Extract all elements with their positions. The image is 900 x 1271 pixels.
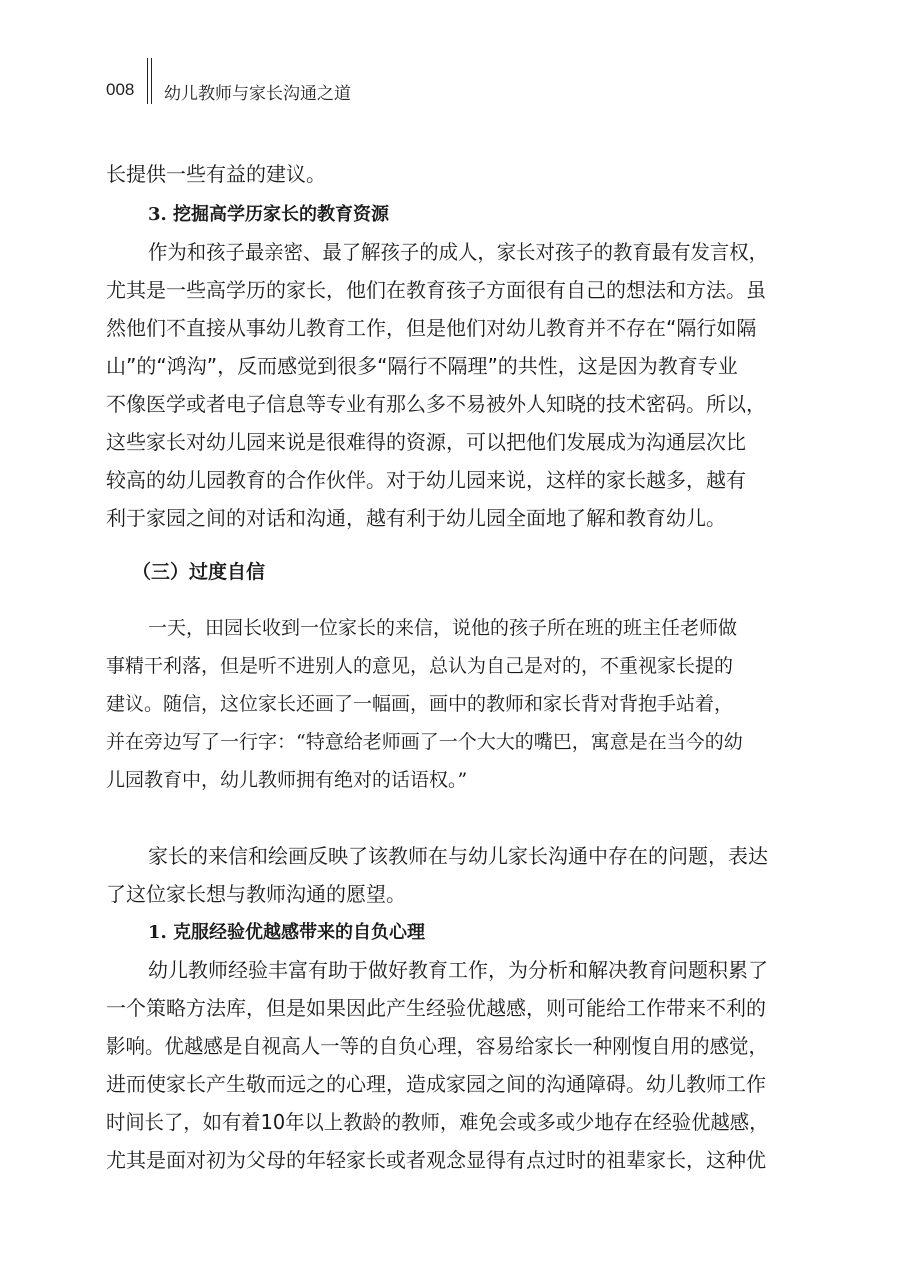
subheading: 1. 克服经验优越感带来的自负心理 <box>148 922 426 943</box>
page-number: 008 <box>106 80 135 99</box>
paragraph-line: 家长的来信和绘画反映了该教师在与幼儿家长沟通中存在的问题，表达 <box>148 844 768 868</box>
paragraph-line: 较高的幼儿园教育的合作伙伴。对于幼儿园来说，这样的家长越多，越有 <box>106 468 746 492</box>
case-quote-line: 并在旁边写了一行字：“特意给老师画了一个大大的嘴巴，寓意是在当今的幼 <box>106 731 743 753</box>
subheading: 3. 挖掘高学历家长的教育资源 <box>148 204 390 225</box>
paragraph-line: 利于家园之间的对话和沟通，越有利于幼儿园全面地了解和教育幼儿。 <box>106 506 726 530</box>
case-quote-line: 一天，田园长收到一位家长的来信，说他的孩子所在班的班主任老师做 <box>148 617 738 639</box>
paragraph-line: 一个策略方法库，但是如果因此产生经验优越感，则可能给工作带来不利的 <box>106 996 766 1020</box>
header-divider <box>147 58 148 104</box>
paragraph-line: 了这位家长想与教师沟通的愿望。 <box>106 882 406 906</box>
page-header <box>106 58 406 104</box>
paragraph-line: 影响。优越感是自视高人一等的自负心理，容易给家长一种刚愎自用的感觉， <box>106 1034 768 1058</box>
case-quote-line: 事精干利落，但是听不进别人的意见，总认为自己是对的，不重视家长提的 <box>106 655 734 677</box>
paragraph-line: 山”的“鸿沟”，反而感觉到很多“隔行不隔理”的共性，这是因为教育专业 <box>106 354 738 378</box>
paragraph-line: 不像医学或者电子信息等专业有那么多不易被外人知晓的技术密码。所以， <box>106 392 766 416</box>
paragraph-line: 幼儿教师经验丰富有助于做好教育工作，为分析和解决教育问题积累了 <box>148 958 768 982</box>
section-heading: （三）过度自信 <box>132 561 266 583</box>
case-quote-line: 儿园教育中，幼儿教师拥有绝对的话语权。” <box>106 769 468 791</box>
paragraph-line: 这些家长对幼儿园来说是很难得的资源，可以把他们发展成为沟通层次比 <box>106 430 746 454</box>
paragraph-line: 时间长了，如有着10年以上教龄的教师，难免会或多或少地存在经验优越感， <box>106 1110 769 1134</box>
paragraph-line: 长提供一些有益的建议。 <box>106 162 326 186</box>
paragraph-line: 尤其是面对初为父母的年轻家长或者观念显得有点过时的祖辈家长，这种优 <box>106 1148 766 1172</box>
paragraph-line: 尤其是一些高学历的家长，他们在教育孩子方面很有自己的想法和方法。虽 <box>106 278 766 302</box>
paragraph-line: 进而使家长产生敬而远之的心理，造成家园之间的沟通障碍。幼儿教师工作 <box>106 1072 766 1096</box>
book-title: 幼儿教师与家长沟通之道 <box>164 84 351 104</box>
paragraph-line: 作为和孩子最亲密、最了解孩子的成人，家长对孩子的教育最有发言权， <box>148 240 769 264</box>
header-divider <box>151 58 152 104</box>
paragraph-line: 然他们不直接从事幼儿教育工作，但是他们对幼儿教育并不存在“隔行如隔 <box>106 316 757 340</box>
case-quote-line: 建议。随信，这位家长还画了一幅画，画中的教师和家长背对背抱手站着， <box>106 693 734 715</box>
